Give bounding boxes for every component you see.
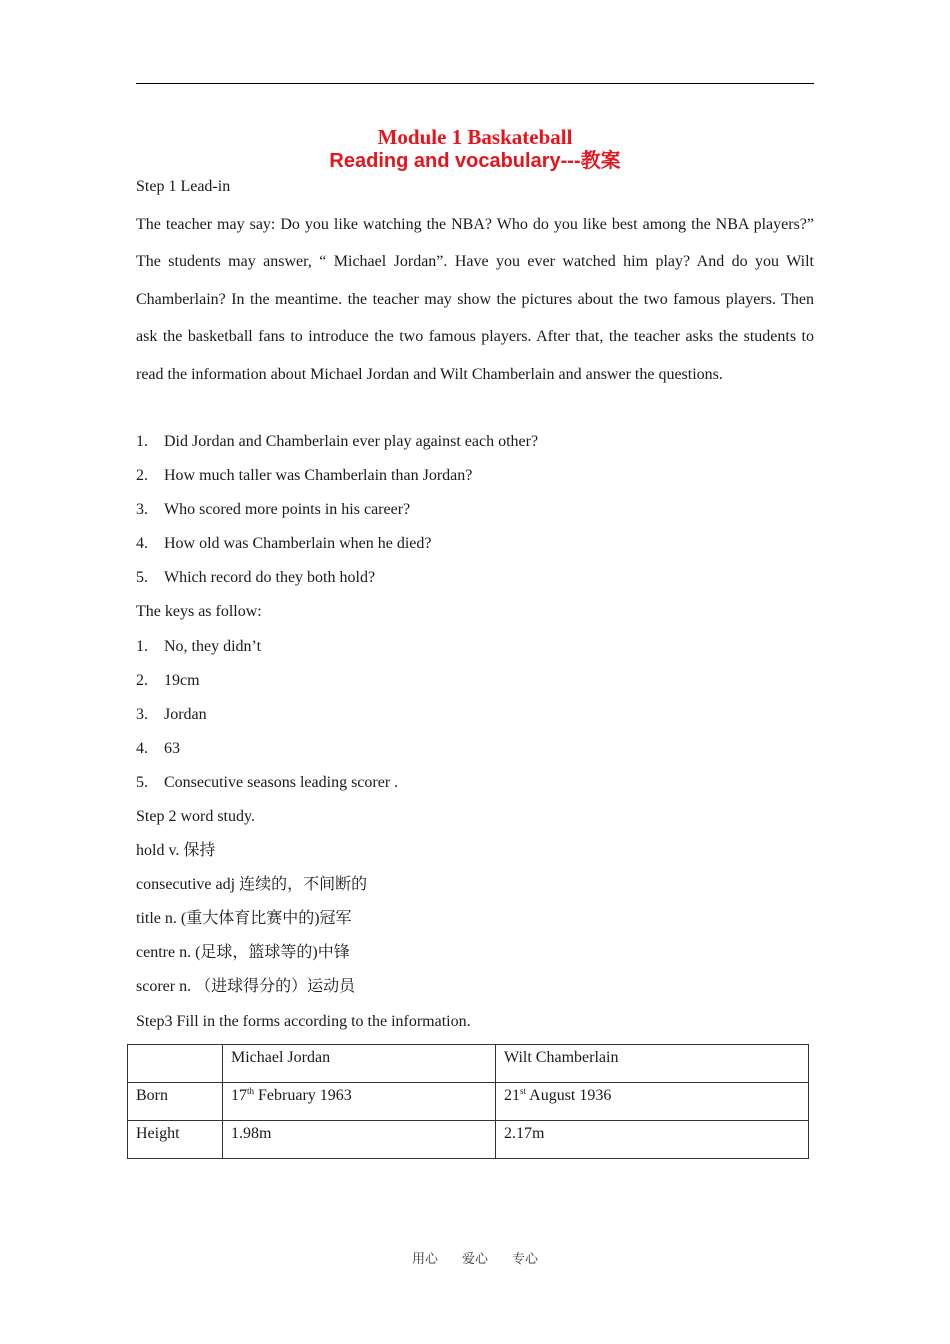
step1-heading: Step 1 Lead-in xyxy=(136,178,231,195)
key-item xyxy=(136,739,180,759)
question-number: 5. xyxy=(136,569,148,586)
table-cell xyxy=(223,1083,496,1121)
question-item xyxy=(136,432,538,452)
vocab-item: consecutive adj 连续的，不间断的 xyxy=(136,876,368,893)
date-day: 21 xyxy=(504,1087,520,1104)
step2-heading: Step 2 word study. xyxy=(136,808,255,825)
question-item xyxy=(136,568,375,588)
table-header-cell: Wilt Chamberlain xyxy=(496,1045,809,1083)
key-text: Jordan xyxy=(164,706,207,723)
question-text: Which record do they both hold? xyxy=(164,569,376,586)
table-cell: 2.17m xyxy=(496,1121,809,1159)
question-text: How much taller was Chamberlain than Jordan? xyxy=(164,467,473,484)
key-number: 2. xyxy=(136,672,148,689)
document-subtitle: Reading and vocabulary---教案 xyxy=(329,150,621,172)
question-item xyxy=(136,466,472,486)
vocab-item: title n. (重大体育比赛中的)冠军 xyxy=(136,910,352,927)
key-number: 4. xyxy=(136,740,148,757)
document-title: Module 1 Baskateball xyxy=(377,125,573,149)
key-number: 5. xyxy=(136,774,148,791)
date-suffix: th xyxy=(247,1086,255,1096)
table-header-cell xyxy=(128,1045,223,1083)
date-rest: February 1963 xyxy=(254,1087,352,1104)
question-text: Who scored more points in his career? xyxy=(164,501,411,518)
question-number: 3. xyxy=(136,501,148,518)
key-number: 3. xyxy=(136,706,148,723)
table-row xyxy=(128,1121,809,1159)
table-cell xyxy=(496,1083,809,1121)
key-number: 1. xyxy=(136,638,148,655)
step1-paragraph: The teacher may say: Do you like watching the NBA? Who do you like best among the NBA players?” The students may answer, “ Michael Jordan”. Have you ever watched him play? And do you Wilt Chamberlain? In the meantime. the teacher may show the pictures about the two famous players. Then ask the basketball fans to introduce the two famous players. After that, the teacher asks the students to read the information about Michael Jordan and Wilt Chamberlain and answer the questions. xyxy=(136,216,814,383)
question-text: Did Jordan and Chamberlain ever play against each other? xyxy=(164,433,539,450)
keys-heading: The keys as follow: xyxy=(136,603,262,620)
vocab-item: hold v. 保持 xyxy=(136,842,216,859)
comparison-table xyxy=(127,1044,809,1159)
table-cell: 1.98m xyxy=(223,1121,496,1159)
key-text: 19cm xyxy=(164,672,200,689)
page-footer xyxy=(0,1248,950,1267)
date-day: 17 xyxy=(231,1087,247,1104)
key-item xyxy=(136,773,398,793)
key-item xyxy=(136,637,261,657)
table-row-label: Born xyxy=(128,1083,223,1121)
key-text: Consecutive seasons leading scorer . xyxy=(164,774,399,791)
question-number: 1. xyxy=(136,433,148,450)
table-header-cell: Michael Jordan xyxy=(223,1045,496,1083)
question-text: How old was Chamberlain when he died? xyxy=(164,535,432,552)
key-item xyxy=(136,705,207,725)
vocab-item: scorer n. （进球得分的）运动员 xyxy=(136,978,356,995)
key-text: No, they didn’t xyxy=(164,638,262,655)
date-suffix: st xyxy=(520,1086,527,1096)
footer-text: 用心 xyxy=(411,1252,438,1267)
date-rest: August 1936 xyxy=(526,1087,612,1104)
footer-text: 专心 xyxy=(512,1252,539,1267)
key-text: 63 xyxy=(164,740,180,757)
header-rule xyxy=(136,83,814,84)
key-item xyxy=(136,671,200,691)
question-item xyxy=(136,534,431,554)
question-number: 2. xyxy=(136,467,148,484)
footer-text: 爱心 xyxy=(461,1252,488,1267)
vocab-item: centre n. (足球，篮球等的)中锋 xyxy=(136,944,350,961)
table-row xyxy=(128,1083,809,1121)
question-item xyxy=(136,500,410,520)
step3-heading: Step3 Fill in the forms according to the information. xyxy=(136,1013,471,1030)
question-number: 4. xyxy=(136,535,148,552)
table-row-label: Height xyxy=(128,1121,223,1159)
table-header-row xyxy=(128,1045,809,1083)
